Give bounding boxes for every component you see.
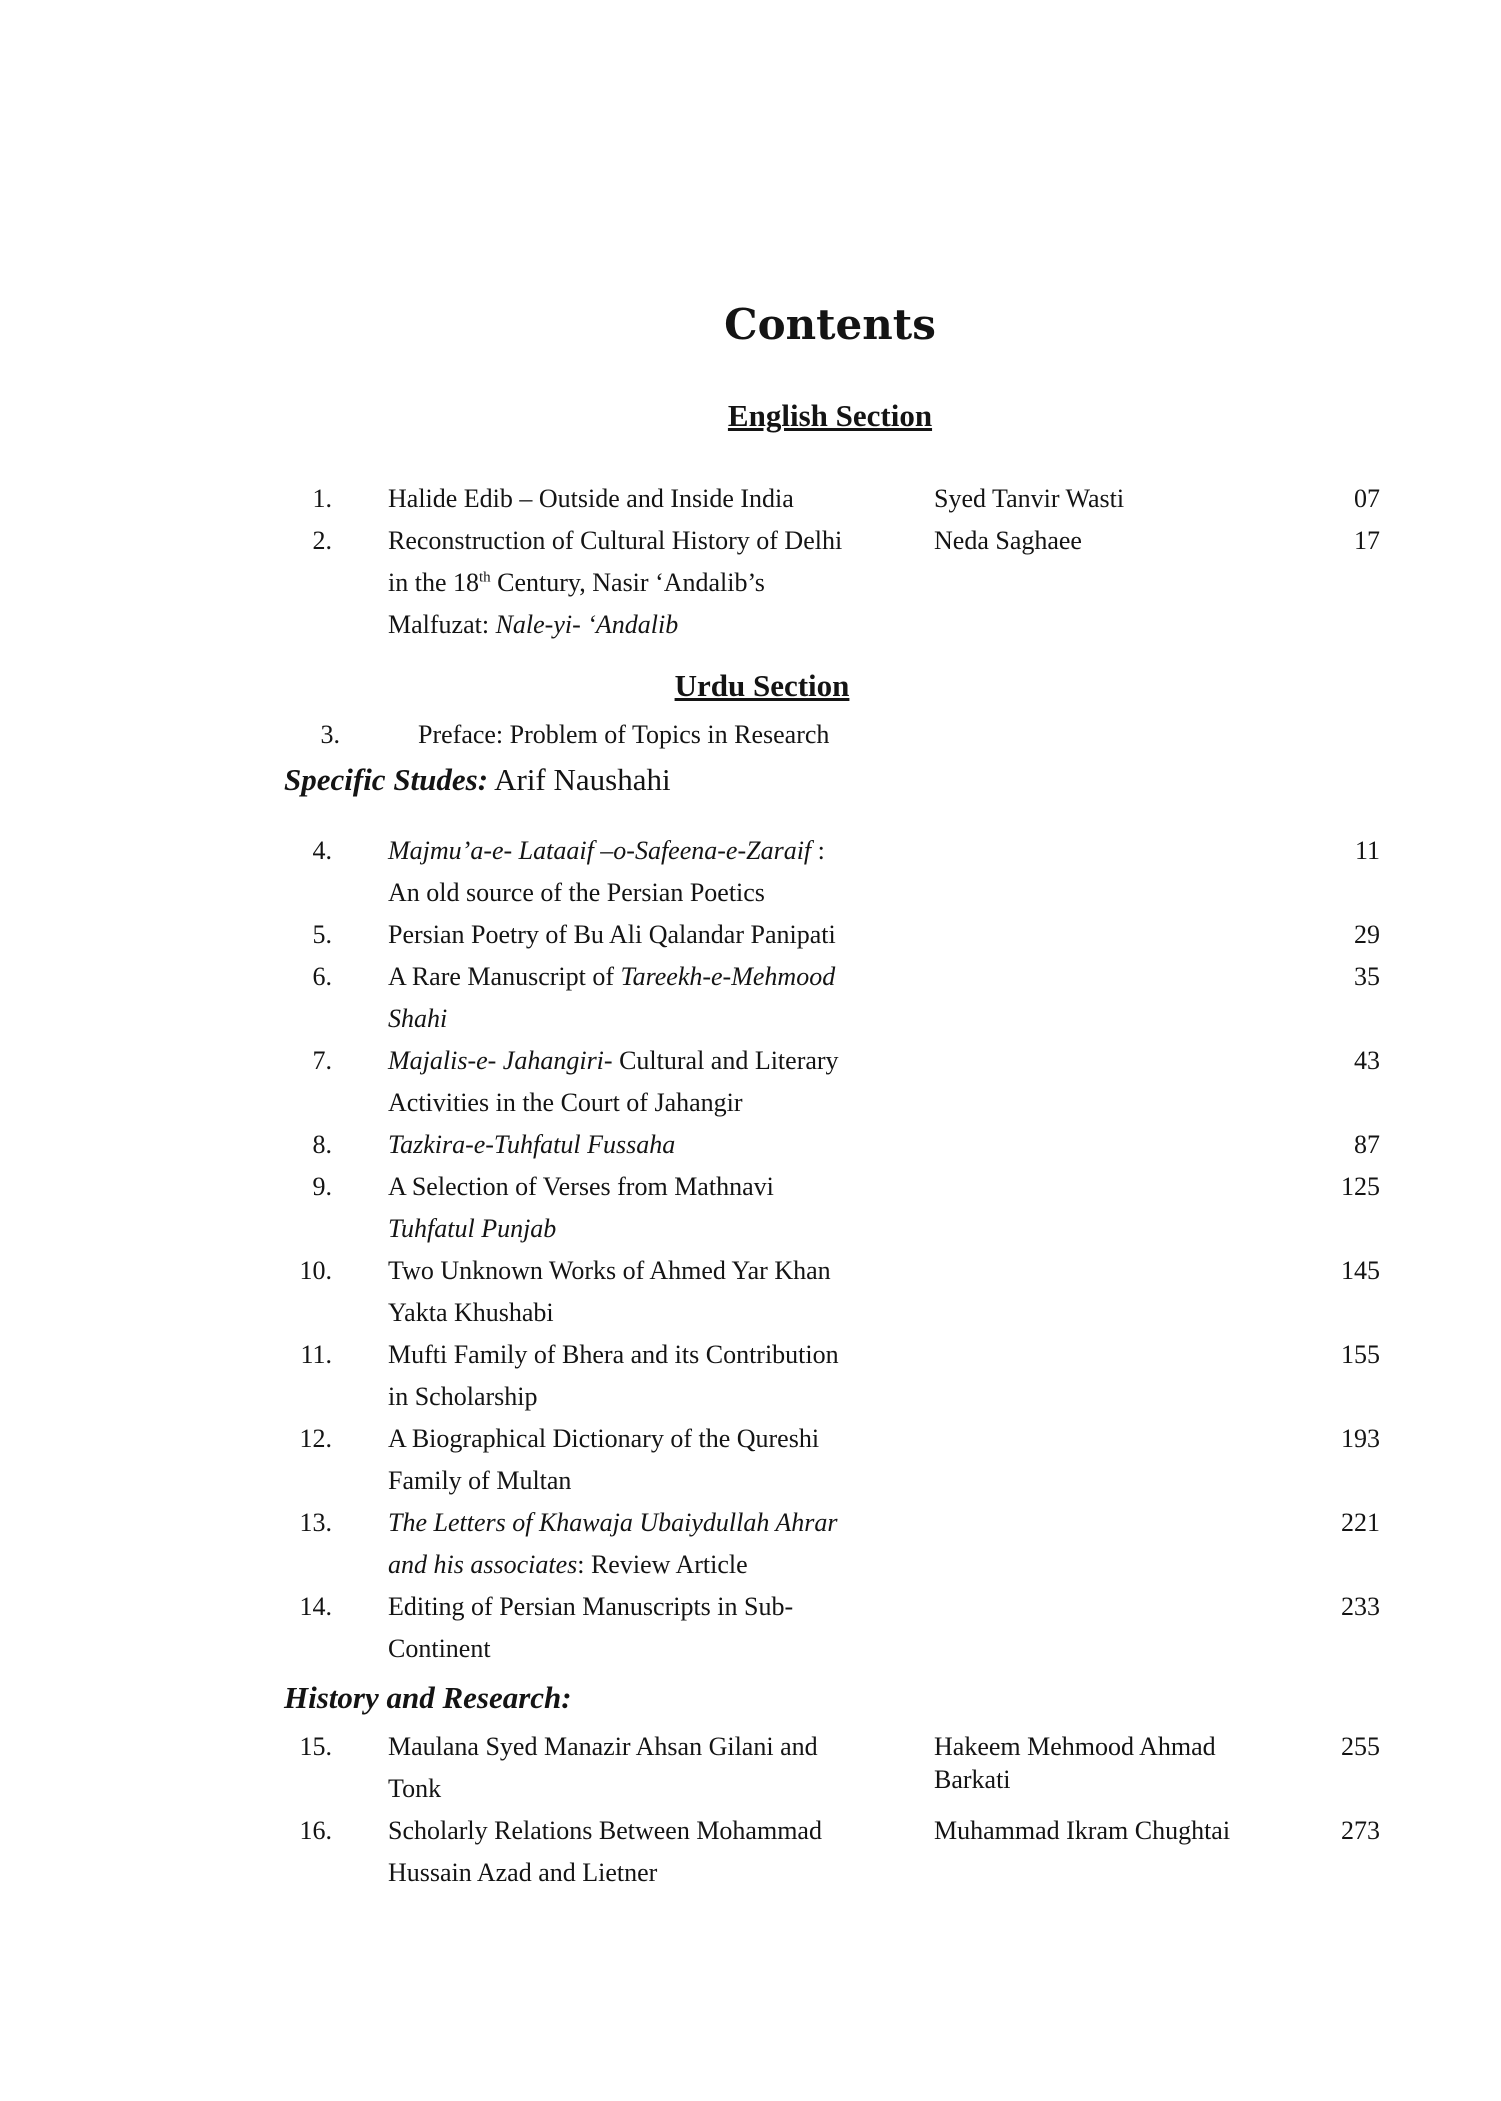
title-line (388, 956, 908, 998)
entry-title: Halide Edib – Outside and Inside India (388, 484, 794, 513)
title-line (388, 1502, 908, 1544)
history-research-heading (284, 1680, 572, 1716)
title-italic: Tuhfatul Punjab (388, 1214, 557, 1243)
entry-title (388, 1166, 908, 1250)
specific-studies-heading (284, 762, 671, 798)
page-title: Contents (724, 300, 936, 349)
title-line: An old source of the Persian Poetics (388, 878, 765, 907)
author-line: Hakeem Mehmood Ahmad (934, 1732, 1216, 1761)
entry-title (388, 1502, 908, 1586)
title-line (388, 1040, 908, 1082)
title-italic: Nale-yi- ‘Andalib (495, 610, 679, 639)
entry-number: 5. (312, 920, 332, 949)
entry-author: Neda Saghaee (934, 526, 1082, 555)
group-label: Specific Studes: (284, 762, 489, 797)
entry-number: 1. (312, 484, 332, 513)
entry-title: Preface: Problem of Topics in Research (418, 720, 830, 749)
entry-number: 11. (300, 1340, 332, 1369)
entry-title (388, 1250, 908, 1334)
title-italic: The Letters of Khawaja Ubaiydullah Ahrar (388, 1508, 838, 1537)
title-line (388, 1544, 908, 1586)
title-line: Scholarly Relations Between Mohammad (388, 1816, 822, 1845)
entry-number: 13. (299, 1508, 332, 1537)
entry-number: 14. (299, 1592, 332, 1621)
entry-page: 255 (1341, 1732, 1380, 1761)
entry-title (388, 1586, 908, 1670)
entry-number: 16. (299, 1816, 332, 1845)
entry-page: 273 (1341, 1816, 1380, 1845)
group-label: History and Research: (284, 1680, 572, 1715)
title-italic: Shahi (388, 1004, 448, 1033)
title-line: Two Unknown Works of Ahmed Yar Khan (388, 1256, 831, 1285)
title-line (388, 998, 908, 1040)
entry-page: 43 (1354, 1046, 1380, 1075)
entry-title (388, 1810, 908, 1894)
entry-page: 193 (1341, 1424, 1380, 1453)
title-text: Century, Nasir ‘Andalib’s (490, 568, 765, 597)
english-section-heading: English Section (727, 398, 933, 433)
title-line (388, 604, 908, 646)
entry-author: Syed Tanvir Wasti (934, 484, 1125, 513)
entry-number: 10. (299, 1256, 332, 1285)
title-italic: Tareekh-e-Mehmood (620, 962, 836, 991)
entry-title (388, 1418, 908, 1502)
entry-page: 35 (1354, 962, 1380, 991)
entry-author (934, 1726, 1274, 1796)
entry-number: 2. (312, 526, 332, 555)
group-author: Arif Naushahi (488, 762, 671, 797)
title-line: Maulana Syed Manazir Ahsan Gilani and (388, 1732, 818, 1761)
entry-number: 4. (312, 836, 332, 865)
entry-number: 8. (312, 1130, 332, 1159)
title-text: A Rare Manuscript of (388, 962, 621, 991)
entry-title (388, 830, 908, 914)
title-text: : (811, 836, 825, 865)
title-line: Tonk (388, 1774, 442, 1803)
entry-page: 233 (1341, 1592, 1380, 1621)
title-line: Mufti Family of Bhera and its Contribution (388, 1340, 839, 1369)
author-line: Muhammad Ikram Chughtai (934, 1816, 1231, 1845)
entry-page: 145 (1341, 1256, 1380, 1285)
title-line: Hussain Azad and Lietner (388, 1858, 658, 1887)
title-line: Reconstruction of Cultural History of Delhi (388, 526, 843, 555)
entry-title: Persian Poetry of Bu Ali Qalandar Panipati (388, 920, 836, 949)
title-italic: Majmu’a-e- Lataaif –o-Safeena-e-Zaraif (388, 836, 812, 865)
ordinal-suffix: th (479, 569, 491, 586)
entry-number: 3. (320, 720, 340, 749)
title-line (388, 1208, 908, 1250)
entry-title (388, 1040, 908, 1124)
title-italic: and his associates (388, 1550, 578, 1579)
entry-author (934, 1810, 1274, 1847)
title-text: Malfuzat: (388, 610, 496, 639)
entry-page: 87 (1354, 1130, 1380, 1159)
author-line: Barkati (934, 1765, 1011, 1794)
entry-title (388, 1124, 908, 1166)
entry-number: 9. (312, 1172, 332, 1201)
title-line: Activities in the Court of Jahangir (388, 1088, 743, 1117)
title-line: A Selection of Verses from Mathnavi (388, 1172, 774, 1201)
title-text: in the 18 (388, 568, 479, 597)
entry-number: 12. (299, 1424, 332, 1453)
entry-number: 7. (312, 1046, 332, 1075)
entry-title (388, 1726, 908, 1810)
entry-title (388, 520, 908, 646)
entry-number: 15. (299, 1732, 332, 1761)
entry-page: 29 (1354, 920, 1380, 949)
entry-page: 11 (1354, 836, 1380, 865)
title-line: in Scholarship (388, 1382, 538, 1411)
entry-title (388, 1334, 908, 1418)
title-italic: Tazkira-e-Tuhfatul Fussaha (388, 1130, 676, 1159)
title-line (388, 562, 908, 604)
title-line: Family of Multan (388, 1466, 572, 1495)
entry-page: 221 (1341, 1508, 1380, 1537)
entry-title (388, 956, 908, 1040)
title-line: Continent (388, 1634, 491, 1663)
title-line: Editing of Persian Manuscripts in Sub- (388, 1592, 794, 1621)
entry-page: 17 (1354, 526, 1380, 555)
title-text: - Cultural and Literary (603, 1046, 839, 1075)
entry-page: 155 (1341, 1340, 1380, 1369)
entry-page: 125 (1341, 1172, 1380, 1201)
urdu-section-heading: Urdu Section (674, 668, 850, 703)
title-italic: Majalis-e- Jahangiri (388, 1046, 604, 1075)
title-line: Yakta Khushabi (388, 1298, 554, 1327)
title-line: A Biographical Dictionary of the Qureshi (388, 1424, 820, 1453)
entry-page: 07 (1354, 484, 1380, 513)
entry-number: 6. (312, 962, 332, 991)
title-text: : Review Article (577, 1550, 748, 1579)
title-line (388, 830, 908, 872)
